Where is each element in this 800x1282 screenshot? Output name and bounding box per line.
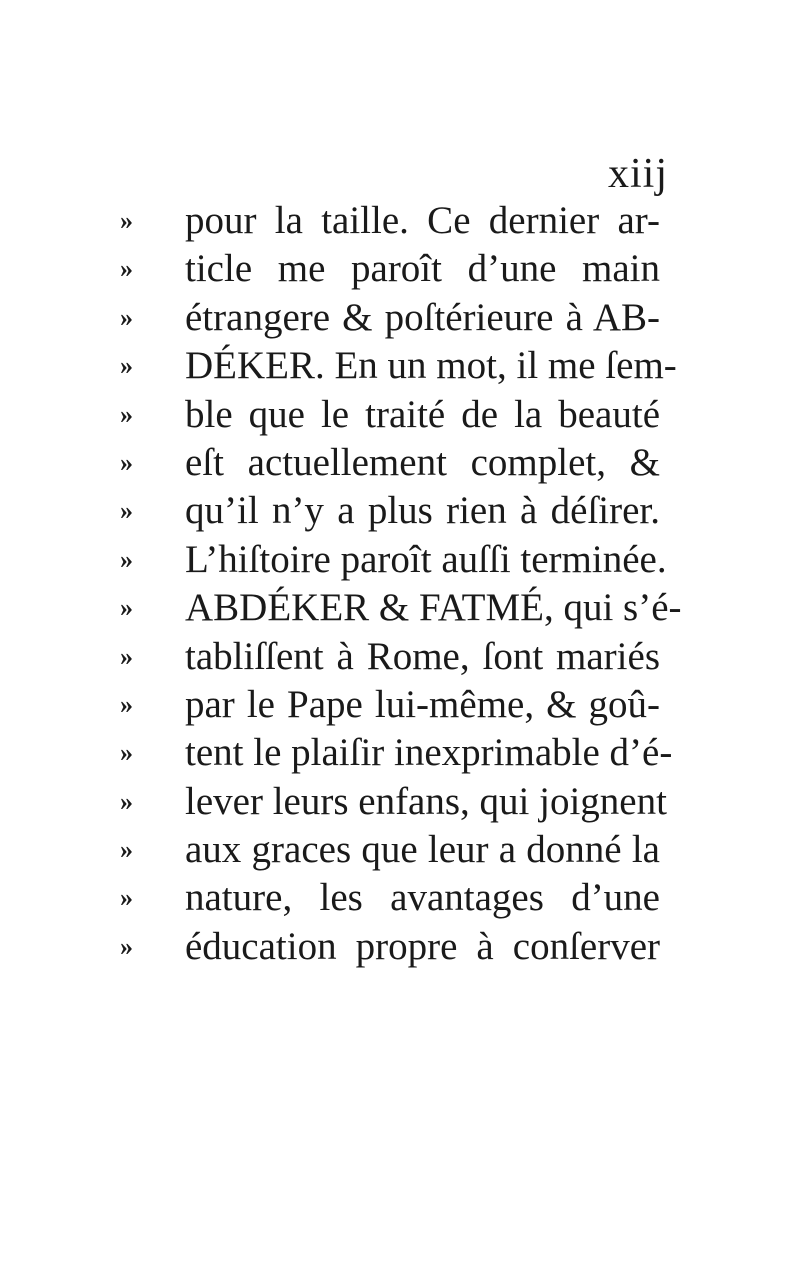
quotation-mark: » xyxy=(120,254,133,284)
text-line xyxy=(120,584,682,632)
text-line xyxy=(120,729,673,777)
quotation-mark: » xyxy=(120,544,133,574)
line-text: lever leurs enfans, qui joignent xyxy=(185,779,667,823)
quotation-mark: » xyxy=(120,738,133,768)
text-line xyxy=(120,391,660,439)
text-line xyxy=(120,487,660,535)
body-text xyxy=(120,197,682,971)
quotation-mark: » xyxy=(120,447,133,477)
quotation-mark: » xyxy=(120,206,133,235)
quotation-mark: » xyxy=(120,302,133,332)
quotation-mark: » xyxy=(120,496,133,526)
line-text: ABDÉKER & FATMÉ, qui s’é- xyxy=(185,586,682,630)
text-line xyxy=(120,923,660,971)
page-number: xiij xyxy=(607,151,668,197)
line-text: nature, les avantages d’une xyxy=(185,876,660,920)
line-text: éducation propre à conſerver xyxy=(185,924,660,968)
text-line xyxy=(120,681,660,729)
text-line xyxy=(120,826,660,874)
text-line xyxy=(120,439,660,487)
quotation-mark: » xyxy=(120,786,133,816)
line-text: qu’il n’y a plus rien à déſirer. xyxy=(185,489,660,533)
line-text: étrangere & poſtérieure à AB- xyxy=(185,295,660,339)
quotation-mark: » xyxy=(120,931,133,961)
line-text: DÉKER. En un mot, il me ſem- xyxy=(185,344,677,388)
quotation-mark: » xyxy=(120,883,133,913)
text-line xyxy=(120,342,677,390)
text-line xyxy=(120,294,660,342)
quotation-mark: » xyxy=(120,351,133,381)
text-line xyxy=(120,633,660,681)
text-line xyxy=(120,536,667,584)
line-text: L’hiſtoire paroît auſſi terminée. xyxy=(185,537,667,581)
line-text: ticle me paroît d’une main xyxy=(185,247,660,291)
quotation-mark: » xyxy=(120,641,133,671)
line-text: eſt actuellement complet, & xyxy=(185,440,660,484)
text-line xyxy=(120,874,660,922)
quotation-mark: » xyxy=(120,399,133,429)
line-text: tent le plaiſir inexprimable d’é- xyxy=(185,731,673,775)
line-text: tabliſſent à Rome, ſont mariés xyxy=(185,634,660,678)
quotation-mark: » xyxy=(120,593,133,623)
line-text: pour la taille. Ce dernier ar- xyxy=(185,199,660,242)
text-line xyxy=(120,778,667,826)
quotation-mark: » xyxy=(120,689,133,719)
line-text: par le Pape lui-même, & goû- xyxy=(185,682,660,726)
text-line xyxy=(120,245,660,293)
line-text: aux graces que leur a donné la xyxy=(185,828,660,872)
line-text: ble que le traité de la beauté xyxy=(185,392,660,436)
quotation-mark: » xyxy=(120,835,133,865)
text-line xyxy=(120,197,660,245)
